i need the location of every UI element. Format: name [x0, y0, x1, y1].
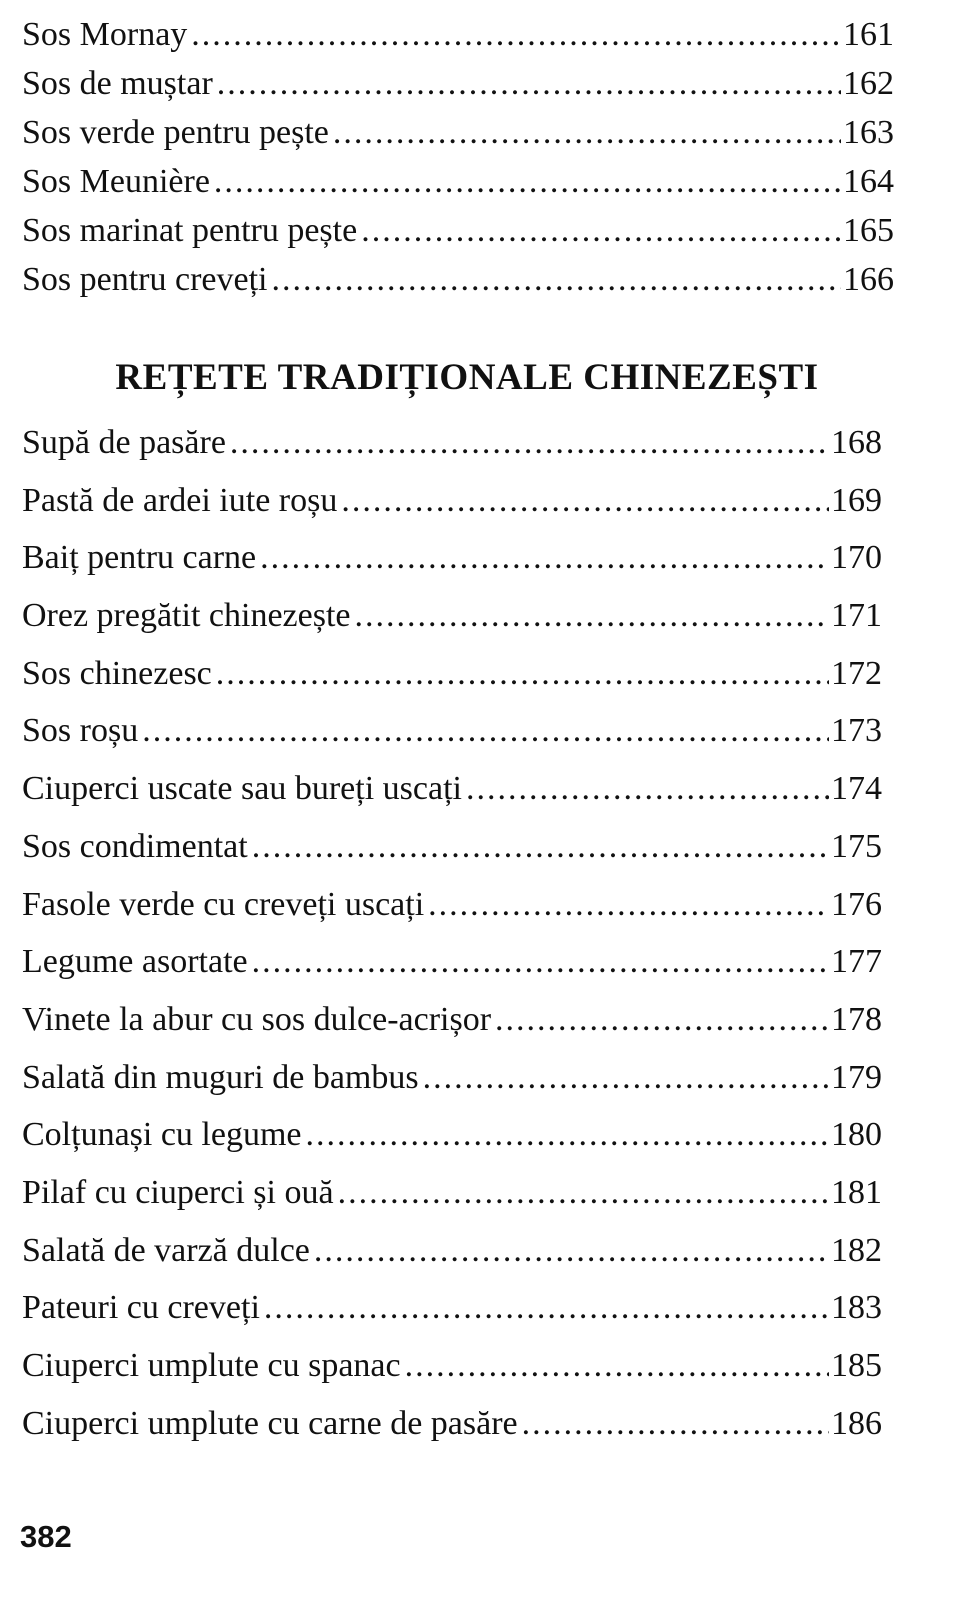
toc-entry-title: Vinete la abur cu sos dulce-acrișor — [22, 1000, 492, 1038]
toc-entry — [22, 157, 894, 206]
toc-entry — [22, 206, 894, 255]
toc-entry — [22, 702, 882, 760]
toc-leader-dots — [230, 414, 829, 472]
toc-entry-title: Ciuperci uscate sau bureți uscați — [22, 770, 462, 808]
toc-entry-page: 178 — [831, 1000, 882, 1038]
toc-leader-dots — [264, 1279, 829, 1337]
toc-leader-dots — [495, 991, 829, 1049]
toc-entry-page: 179 — [831, 1058, 882, 1096]
toc-entry — [22, 1222, 882, 1280]
toc-entry-title: Sos marinat pentru pește — [22, 212, 358, 249]
toc-entry-page: 171 — [831, 597, 882, 635]
toc-entry — [22, 1337, 882, 1395]
toc-entry-title: Supă de pasăre — [22, 424, 226, 461]
toc-entry — [22, 529, 882, 587]
toc-entry-page: 172 — [831, 654, 882, 692]
toc-entry-page: 182 — [831, 1231, 882, 1269]
toc-entry-page: 164 — [843, 163, 894, 200]
toc-entry — [22, 108, 894, 157]
section-heading: REȚETE TRADIȚIONALE CHINEZEȘTI — [115, 357, 819, 398]
toc-leader-dots — [428, 876, 829, 934]
toc-entry-title: Sos chinezesc — [22, 654, 212, 692]
toc-entry-page: 170 — [831, 539, 882, 577]
toc-entry-page: 169 — [831, 481, 882, 519]
toc-list-top — [22, 10, 894, 304]
toc-leader-dots — [252, 818, 829, 876]
toc-entry-title: Colțunași cu legume — [22, 1116, 302, 1154]
toc-leader-dots — [216, 645, 829, 703]
toc-leader-dots — [142, 702, 829, 760]
toc-entry-title: Salată de varză dulce — [22, 1231, 310, 1269]
toc-entry-page: 166 — [843, 261, 894, 298]
toc-leader-dots — [314, 1222, 829, 1280]
toc-entry-page: 163 — [843, 114, 894, 151]
toc-entry-title: Legume asortate — [22, 943, 248, 981]
toc-entry-page: 185 — [831, 1347, 882, 1384]
toc-leader-dots — [361, 206, 841, 255]
toc-entry — [22, 1279, 882, 1337]
toc-entry-title: Pastă de ardei iute roșu — [22, 481, 338, 519]
toc-entry-page: 173 — [831, 712, 882, 750]
toc-entry — [22, 760, 882, 818]
toc-entry — [22, 414, 882, 472]
toc-entry-page: 165 — [843, 212, 894, 249]
toc-entry-page: 174 — [831, 770, 882, 808]
toc-entry-page: 176 — [831, 885, 882, 923]
toc-leader-dots — [260, 529, 829, 587]
toc-entry — [22, 255, 894, 304]
toc-entry-page: 186 — [831, 1404, 882, 1442]
toc-entry-page: 161 — [843, 16, 894, 53]
toc-entry-page: 183 — [831, 1289, 882, 1327]
toc-entry — [22, 876, 882, 934]
toc-entry — [22, 818, 882, 876]
toc-leader-dots — [252, 933, 829, 991]
toc-entry-title: Baiț pentru carne — [22, 539, 257, 577]
toc-entry-title: Sos verde pentru pește — [22, 114, 329, 151]
page-number: 382 — [20, 1519, 72, 1554]
toc-entry — [22, 933, 882, 991]
toc-leader-dots — [423, 1049, 829, 1107]
toc-entry — [22, 59, 894, 108]
toc-entry-page: 175 — [831, 827, 882, 865]
toc-leader-dots — [341, 472, 829, 530]
toc-entry — [22, 645, 882, 703]
toc-entry-title: Sos roșu — [22, 712, 139, 750]
toc-entry — [22, 472, 882, 530]
toc-leader-dots — [338, 1164, 829, 1222]
toc-entry-title: Ciuperci umplute cu spanac — [22, 1347, 401, 1384]
toc-entry — [22, 991, 882, 1049]
toc-entry — [22, 10, 894, 59]
toc-entry-title: Sos Meunière — [22, 163, 210, 200]
toc-entry-title: Sos de muștar — [22, 65, 213, 102]
toc-entry-title: Sos pentru creveți — [22, 261, 268, 298]
toc-leader-dots — [333, 108, 841, 157]
toc-leader-dots — [306, 1106, 829, 1164]
toc-entry-page: 177 — [831, 943, 882, 981]
toc-entry-title: Sos condimentat — [22, 827, 248, 865]
toc-leader-dots — [466, 760, 829, 818]
toc-entry-title: Pateuri cu creveți — [22, 1289, 260, 1327]
toc-entry — [22, 587, 882, 645]
toc-leader-dots — [522, 1395, 829, 1453]
toc-entry — [22, 1106, 882, 1164]
toc-entry-title: Salată din muguri de bambus — [22, 1058, 419, 1096]
toc-entry-page: 162 — [843, 65, 894, 102]
toc-entry-page: 181 — [831, 1173, 882, 1211]
toc-leader-dots — [405, 1337, 829, 1395]
toc-entry-page: 168 — [831, 424, 882, 461]
toc-leader-dots — [191, 10, 841, 59]
toc-entry-title: Ciuperci umplute cu carne de pasăre — [22, 1404, 518, 1442]
toc-leader-dots — [272, 255, 842, 304]
toc-leader-dots — [354, 587, 829, 645]
toc-entry — [22, 1395, 882, 1453]
toc-leader-dots — [217, 59, 841, 108]
toc-entry — [22, 1049, 882, 1107]
toc-list-section — [22, 414, 882, 1452]
toc-entry-page: 180 — [831, 1116, 882, 1154]
toc-leader-dots — [214, 157, 841, 206]
toc-entry — [22, 1164, 882, 1222]
toc-entry-title: Sos Mornay — [22, 16, 188, 53]
toc-entry-title: Fasole verde cu creveți uscați — [22, 885, 425, 923]
toc-entry-title: Pilaf cu ciuperci și ouă — [22, 1173, 334, 1211]
toc-entry-title: Orez pregătit chinezește — [22, 597, 351, 635]
